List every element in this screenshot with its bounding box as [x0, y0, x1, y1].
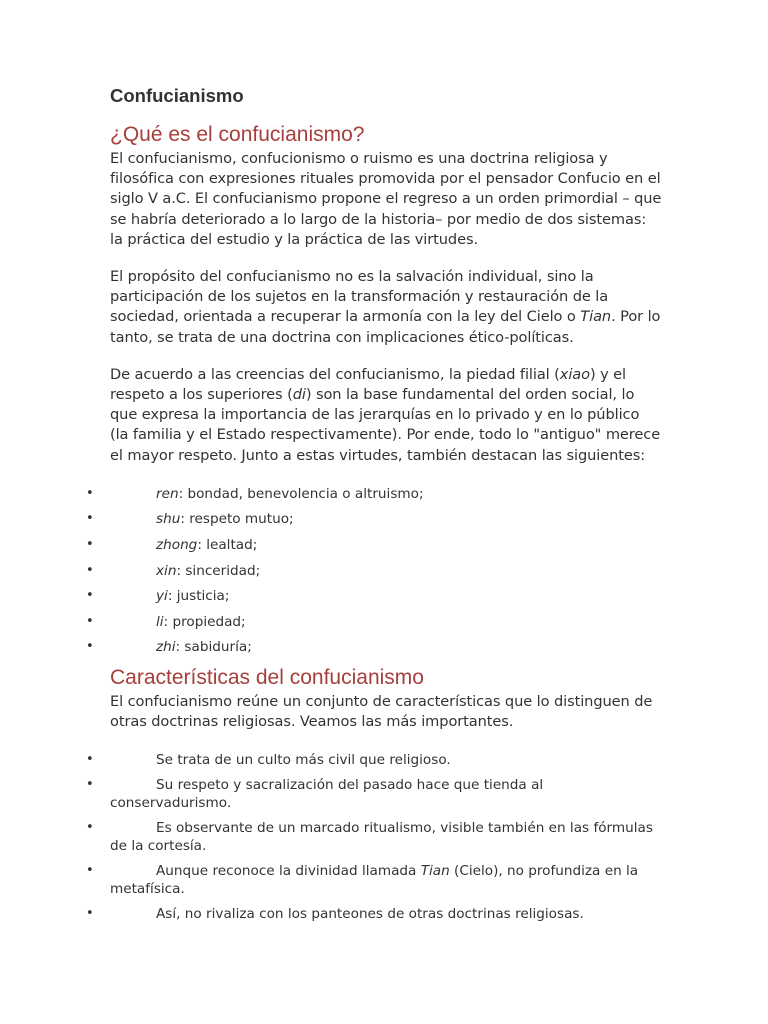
list-item	[86, 562, 662, 588]
feature-text: Su respeto y sacralización del pasado hace que tienda al conservadurismo.	[110, 777, 544, 812]
virtue-term: zhi	[156, 639, 176, 656]
features-list	[86, 751, 662, 923]
virtue-desc: : respeto mutuo;	[180, 511, 294, 528]
virtue-term: yi	[156, 588, 168, 605]
virtue-term: li	[156, 613, 164, 630]
virtue-desc: : propiedad;	[163, 613, 246, 630]
feature-text: Es observante de un marcado ritualismo, visible también en las fórmulas de la cortesía.	[110, 820, 653, 855]
list-item	[86, 587, 662, 613]
feature-text-b: (Cielo), no profundiza en la metafísica.	[110, 863, 639, 898]
bullet-icon: •	[86, 511, 94, 527]
bullet-icon: •	[86, 752, 94, 768]
bullet-icon: •	[86, 777, 94, 793]
list-item	[86, 613, 662, 639]
bullet-icon: •	[86, 562, 94, 578]
list-item	[86, 751, 662, 769]
paragraph-beliefs	[110, 365, 662, 466]
bullet-icon: •	[86, 906, 94, 922]
bullet-icon: •	[86, 485, 94, 501]
list-item	[86, 905, 662, 923]
list-item	[86, 819, 662, 855]
list-item	[86, 510, 662, 536]
paragraph-purpose-text-b: . Por lo tanto, se trata de una doctrina con implicaciones ético-políticas.	[110, 308, 661, 346]
virtue-term: ren	[156, 485, 179, 502]
virtue-desc: : sabiduría;	[175, 639, 252, 656]
feature-text: Así, no rivaliza con los panteones de otras doctrinas religiosas.	[156, 906, 584, 923]
document-title: Confucianismo	[110, 85, 244, 106]
bullet-icon: •	[86, 863, 94, 879]
paragraph-definition: El confucianismo, confucionismo o ruismo es una doctrina religiosa y filosófica con expresiones rituales promovida por el pensador Confucio en el siglo V a.C. El confucianismo propone el regreso a un orden primordial – que se habría deteriorado a lo largo de la historia– por medio de dos sistemas: la práctica del estudio y la práctica de las virtudes.	[110, 150, 662, 248]
feature-text-a: Aunque reconoce la divinidad llamada	[156, 863, 421, 880]
list-item	[86, 536, 662, 562]
paragraph-beliefs-text-a: De acuerdo a las creencias del confucianismo, la piedad filial (	[110, 365, 560, 383]
list-item	[86, 485, 662, 511]
list-item	[86, 776, 662, 812]
paragraph-beliefs-text-b: ) y el respeto a los superiores (	[110, 365, 626, 404]
bullet-icon: •	[86, 588, 94, 604]
term-di: di	[292, 386, 306, 404]
list-item	[86, 862, 662, 898]
term-tian: Tian	[420, 863, 450, 880]
paragraph-characteristics-intro: El confucianismo reúne un conjunto de características que lo distinguen de otras doctrinas religiosas. Veamos las más importantes.	[110, 693, 653, 731]
bullet-icon: •	[86, 613, 94, 629]
virtue-term: zhong	[156, 537, 198, 554]
paragraph-purpose	[110, 267, 662, 348]
list-item	[86, 638, 662, 664]
bullet-icon: •	[86, 537, 94, 553]
virtue-desc: : justicia;	[167, 588, 230, 605]
virtue-term: shu	[156, 511, 181, 528]
virtue-term: xin	[156, 562, 177, 579]
section-heading-what-is: ¿Qué es el confucianismo?	[110, 123, 365, 146]
virtue-desc: : lealtad;	[197, 537, 258, 554]
bullet-icon: •	[86, 820, 94, 836]
bullet-icon: •	[86, 639, 94, 655]
virtues-list	[86, 485, 662, 664]
term-xiao: xiao	[559, 365, 590, 383]
virtue-desc: : bondad, benevolencia o altruismo;	[178, 485, 424, 502]
feature-text: Se trata de un culto más civil que religioso.	[156, 752, 451, 769]
paragraph-purpose-text-a: El propósito del confucianismo no es la salvación individual, sino la participación de los sujetos en la transformación y restauración de la sociedad, orientada a recuperar la armonía con la ley del Cielo o	[110, 268, 609, 326]
term-tian: Tian	[580, 308, 612, 326]
section-heading-characteristics: Características del confucianismo	[110, 666, 424, 689]
document-page	[86, 82, 662, 930]
virtue-desc: : sinceridad;	[176, 562, 261, 579]
paragraph-beliefs-text-c: ) son la base fundamental del orden social, lo que expresa la importancia de las jerarquías en lo privado y en lo público (la familia y el Estado respectivamente). Por ende, todo lo "antiguo" merece el mayor respeto. Junto a estas virtudes, también destacan las siguientes:	[110, 386, 661, 464]
